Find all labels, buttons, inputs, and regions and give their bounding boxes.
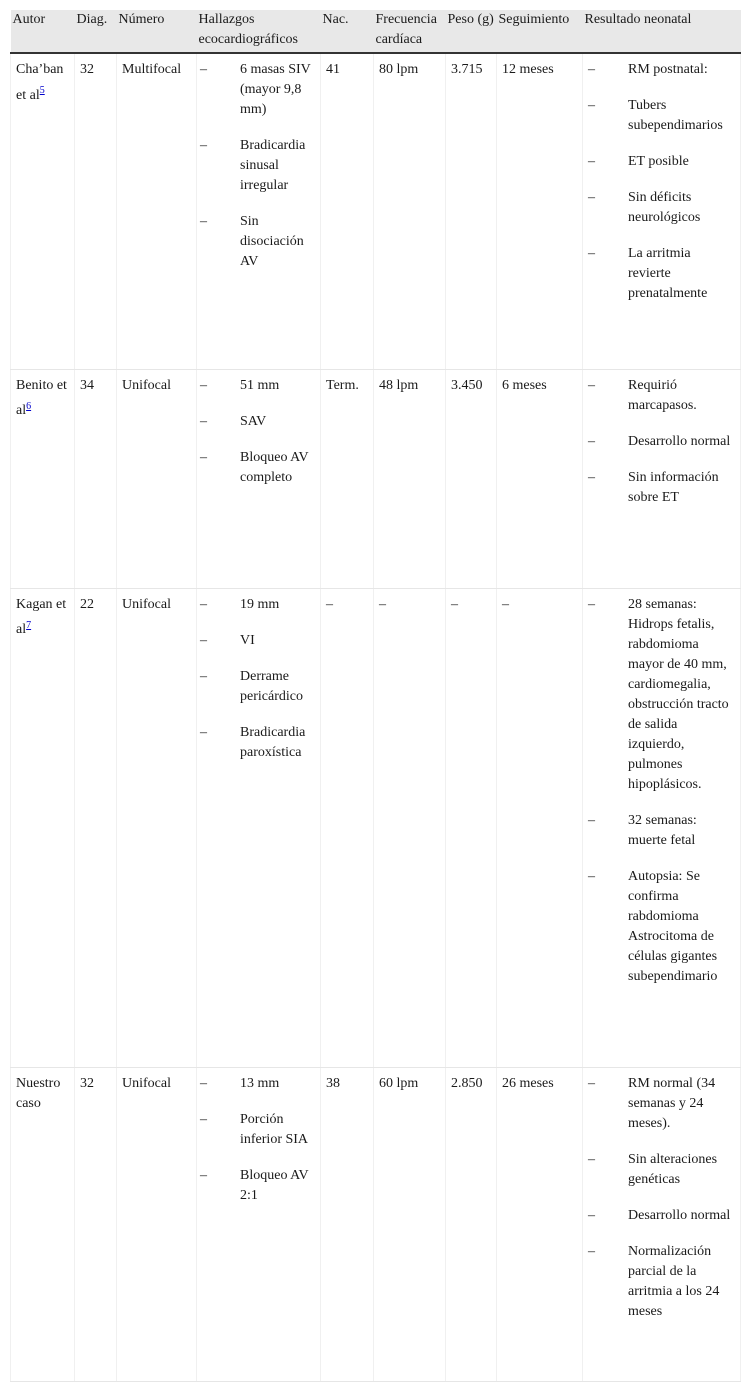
col-nac: Nac. bbox=[321, 10, 374, 53]
list-item bbox=[200, 667, 315, 707]
resultado-text: 28 semanas: Hidrops fetalis, rabdomioma mayor de 40 mm, cardiomegalia, obstrucción tracto de salida izquierdo, pulmones hipoplásicos. bbox=[628, 596, 729, 792]
list-item bbox=[588, 867, 735, 987]
resultado-text: Desarrollo normal bbox=[628, 433, 731, 449]
resultado-text: RM normal (34 semanas y 24 meses). bbox=[628, 1075, 716, 1131]
cell-resultado bbox=[583, 369, 741, 588]
author-name: Kagan et al bbox=[16, 596, 67, 638]
list-item bbox=[588, 244, 735, 304]
list-item bbox=[200, 412, 315, 432]
bullet-dash: – bbox=[588, 812, 595, 828]
bullet-dash: – bbox=[200, 449, 207, 465]
cell-autor bbox=[11, 369, 75, 588]
nac-value: – bbox=[326, 596, 333, 612]
bullet-dash: – bbox=[200, 377, 207, 393]
cell-diag bbox=[75, 53, 117, 369]
cell-resultado bbox=[583, 53, 741, 369]
cell-seguimiento bbox=[497, 588, 583, 1067]
cell-nac bbox=[321, 369, 374, 588]
bullet-dash: – bbox=[200, 413, 207, 429]
cell-seguimiento bbox=[497, 53, 583, 369]
cell-numero bbox=[117, 369, 197, 588]
bullet-dash: – bbox=[200, 62, 207, 77]
bullet-dash: – bbox=[588, 377, 595, 393]
frecuencia-value: 60 lpm bbox=[379, 1075, 419, 1091]
col-hallazgos: Hallazgos ecocardiográficos bbox=[197, 10, 321, 53]
cell-hallazgos bbox=[197, 369, 321, 588]
hallazgo-text: Porción inferior SIA bbox=[240, 1111, 309, 1147]
cell-resultado bbox=[583, 1067, 741, 1381]
col-peso: Peso (g) bbox=[446, 10, 497, 53]
reference-link[interactable]: 6 bbox=[26, 400, 32, 412]
bullet-dash: – bbox=[588, 246, 595, 261]
reference-link[interactable]: 7 bbox=[26, 619, 32, 631]
hallazgo-text: 6 masas SIV (mayor 9,8 mm) bbox=[240, 62, 311, 117]
cell-seguimiento bbox=[497, 369, 583, 588]
frecuencia-value: 48 lpm bbox=[379, 377, 419, 393]
diag-value: 32 bbox=[80, 1075, 94, 1091]
resultado-list bbox=[588, 595, 735, 987]
table-row bbox=[11, 588, 741, 1067]
bullet-dash: – bbox=[588, 62, 595, 77]
bullet-dash: – bbox=[588, 868, 595, 884]
numero-value: Unifocal bbox=[122, 596, 171, 612]
cell-peso bbox=[446, 1067, 497, 1381]
peso-value: 2.850 bbox=[451, 1075, 483, 1091]
list-item bbox=[588, 1150, 735, 1190]
list-item bbox=[588, 188, 735, 228]
col-resultado: Resultado neonatal bbox=[583, 10, 741, 53]
cell-nac bbox=[321, 588, 374, 1067]
resultado-text: Requirió marcapasos. bbox=[628, 377, 697, 413]
resultado-list bbox=[588, 376, 735, 508]
seguimiento-value: 12 meses bbox=[502, 62, 554, 77]
list-item bbox=[588, 376, 735, 416]
bullet-dash: – bbox=[588, 1207, 595, 1223]
col-seguimiento: Seguimiento bbox=[497, 10, 583, 53]
list-item bbox=[588, 595, 735, 795]
numero-value: Unifocal bbox=[122, 1075, 171, 1091]
cell-frecuencia bbox=[374, 588, 446, 1067]
col-autor: Autor bbox=[11, 10, 75, 53]
bullet-dash: – bbox=[588, 154, 595, 169]
resultado-text: RM postnatal: bbox=[628, 62, 708, 77]
cell-diag bbox=[75, 1067, 117, 1381]
diag-value: 22 bbox=[80, 596, 94, 612]
list-item bbox=[200, 448, 315, 488]
table-row bbox=[11, 1067, 741, 1381]
hallazgo-text: 51 mm bbox=[240, 377, 280, 393]
numero-value: Multifocal bbox=[122, 62, 182, 77]
cell-nac bbox=[321, 1067, 374, 1381]
list-item bbox=[588, 432, 735, 452]
col-diag: Diag. bbox=[75, 10, 117, 53]
resultado-text: Sin déficits neurológicos bbox=[628, 190, 701, 225]
table-row bbox=[11, 53, 741, 369]
cell-peso bbox=[446, 369, 497, 588]
nac-value: 38 bbox=[326, 1075, 340, 1091]
peso-value: 3.450 bbox=[451, 377, 483, 393]
peso-value: 3.715 bbox=[451, 62, 483, 77]
bullet-dash: – bbox=[200, 138, 207, 153]
cell-autor bbox=[11, 588, 75, 1067]
list-item bbox=[200, 1166, 315, 1206]
hallazgo-list bbox=[202, 376, 315, 488]
list-item bbox=[588, 96, 735, 136]
hallazgo-text: Derrame pericárdico bbox=[240, 668, 303, 704]
cell-nac bbox=[321, 53, 374, 369]
cell-numero bbox=[117, 1067, 197, 1381]
seguimiento-value: 6 meses bbox=[502, 377, 547, 393]
bullet-dash: – bbox=[200, 724, 207, 740]
cell-numero bbox=[117, 588, 197, 1067]
bullet-dash: – bbox=[588, 1151, 595, 1167]
hallazgo-text: Bradicardia sinusal irregular bbox=[240, 138, 306, 193]
cell-frecuencia bbox=[374, 1067, 446, 1381]
bullet-dash: – bbox=[588, 469, 595, 485]
seguimiento-value: 26 meses bbox=[502, 1075, 554, 1091]
bullet-dash: – bbox=[588, 1075, 595, 1091]
cell-peso bbox=[446, 588, 497, 1067]
hallazgo-text: Bloqueo AV completo bbox=[240, 449, 309, 485]
bullet-dash: – bbox=[200, 214, 207, 229]
cell-resultado bbox=[583, 588, 741, 1067]
bullet-dash: – bbox=[588, 98, 595, 113]
table-header-row bbox=[11, 10, 741, 53]
bullet-dash: – bbox=[588, 190, 595, 205]
nac-value: 41 bbox=[326, 62, 340, 77]
list-item bbox=[588, 152, 735, 172]
resultado-text: Normalización parcial de la arritmia a los 24 meses bbox=[628, 1243, 720, 1319]
cell-hallazgos bbox=[197, 1067, 321, 1381]
cell-diag bbox=[75, 369, 117, 588]
cell-frecuencia bbox=[374, 53, 446, 369]
author-name: Benito et al bbox=[16, 377, 67, 419]
resultado-text: Sin información sobre ET bbox=[628, 469, 719, 505]
cell-diag bbox=[75, 588, 117, 1067]
resultado-list bbox=[588, 1074, 735, 1322]
author-name: Cha’ban et al bbox=[16, 62, 64, 103]
diag-value: 34 bbox=[80, 377, 94, 393]
resultado-text: 32 semanas: muerte fetal bbox=[628, 812, 697, 848]
peso-value: – bbox=[451, 596, 458, 612]
list-item bbox=[588, 468, 735, 508]
results-table bbox=[10, 10, 741, 1382]
bullet-dash: – bbox=[588, 596, 595, 612]
bullet-dash: – bbox=[200, 1111, 207, 1127]
cell-hallazgos bbox=[197, 53, 321, 369]
hallazgo-text: 19 mm bbox=[240, 596, 280, 612]
bullet-dash: – bbox=[200, 1167, 207, 1183]
diag-value: 32 bbox=[80, 62, 94, 77]
nac-value: Term. bbox=[326, 377, 359, 393]
bullet-dash: – bbox=[588, 1243, 595, 1259]
list-item bbox=[200, 631, 315, 651]
list-item bbox=[588, 1074, 735, 1134]
cell-autor bbox=[11, 53, 75, 369]
resultado-list bbox=[588, 60, 735, 304]
reference-link[interactable]: 5 bbox=[39, 85, 45, 96]
cell-hallazgos bbox=[197, 588, 321, 1067]
table-row bbox=[11, 369, 741, 588]
cell-numero bbox=[117, 53, 197, 369]
list-item bbox=[200, 376, 315, 396]
frecuencia-value: 80 lpm bbox=[379, 62, 419, 77]
bullet-dash: – bbox=[200, 668, 207, 684]
col-frecuencia: Frecuencia cardíaca bbox=[374, 10, 446, 53]
list-item bbox=[200, 723, 315, 763]
cell-frecuencia bbox=[374, 369, 446, 588]
list-item bbox=[200, 1074, 315, 1094]
bullet-dash: – bbox=[200, 1075, 207, 1091]
list-item bbox=[200, 595, 315, 615]
col-numero: Número bbox=[117, 10, 197, 53]
list-item bbox=[200, 212, 315, 272]
resultado-text: Sin alteraciones genéticas bbox=[628, 1151, 718, 1187]
list-item bbox=[588, 1242, 735, 1322]
list-item bbox=[200, 60, 315, 120]
bullet-dash: – bbox=[588, 433, 595, 449]
resultado-text: Autopsia: Se confirma rabdomioma Astrocitoma de células gigantes subependimario bbox=[628, 868, 718, 984]
cell-peso bbox=[446, 53, 497, 369]
resultado-text: Desarrollo normal bbox=[628, 1207, 731, 1223]
hallazgo-text: VI bbox=[240, 632, 255, 648]
cell-seguimiento bbox=[497, 1067, 583, 1381]
resultado-text: ET posible bbox=[628, 154, 689, 169]
hallazgo-text: Bloqueo AV 2:1 bbox=[240, 1167, 309, 1203]
hallazgo-text: Sin disociación AV bbox=[240, 214, 304, 269]
list-item bbox=[588, 811, 735, 851]
hallazgo-text: SAV bbox=[240, 413, 267, 429]
hallazgo-text: 13 mm bbox=[240, 1075, 280, 1091]
hallazgo-text: Bradicardia paroxística bbox=[240, 724, 306, 760]
list-item bbox=[200, 136, 315, 196]
numero-value: Unifocal bbox=[122, 377, 171, 393]
list-item bbox=[588, 1206, 735, 1226]
hallazgo-list bbox=[202, 595, 315, 763]
cell-autor bbox=[11, 1067, 75, 1381]
author-name: Nuestro caso bbox=[16, 1075, 61, 1111]
resultado-text: Tubers subependimarios bbox=[628, 98, 723, 133]
bullet-dash: – bbox=[200, 632, 207, 648]
list-item bbox=[588, 60, 735, 80]
frecuencia-value: – bbox=[379, 596, 386, 612]
bullet-dash: – bbox=[200, 596, 207, 612]
list-item bbox=[200, 1110, 315, 1150]
resultado-text: La arritmia revierte prenatalmente bbox=[628, 246, 708, 301]
hallazgo-list bbox=[202, 1074, 315, 1206]
seguimiento-value: – bbox=[502, 596, 509, 612]
hallazgo-list bbox=[202, 60, 315, 272]
